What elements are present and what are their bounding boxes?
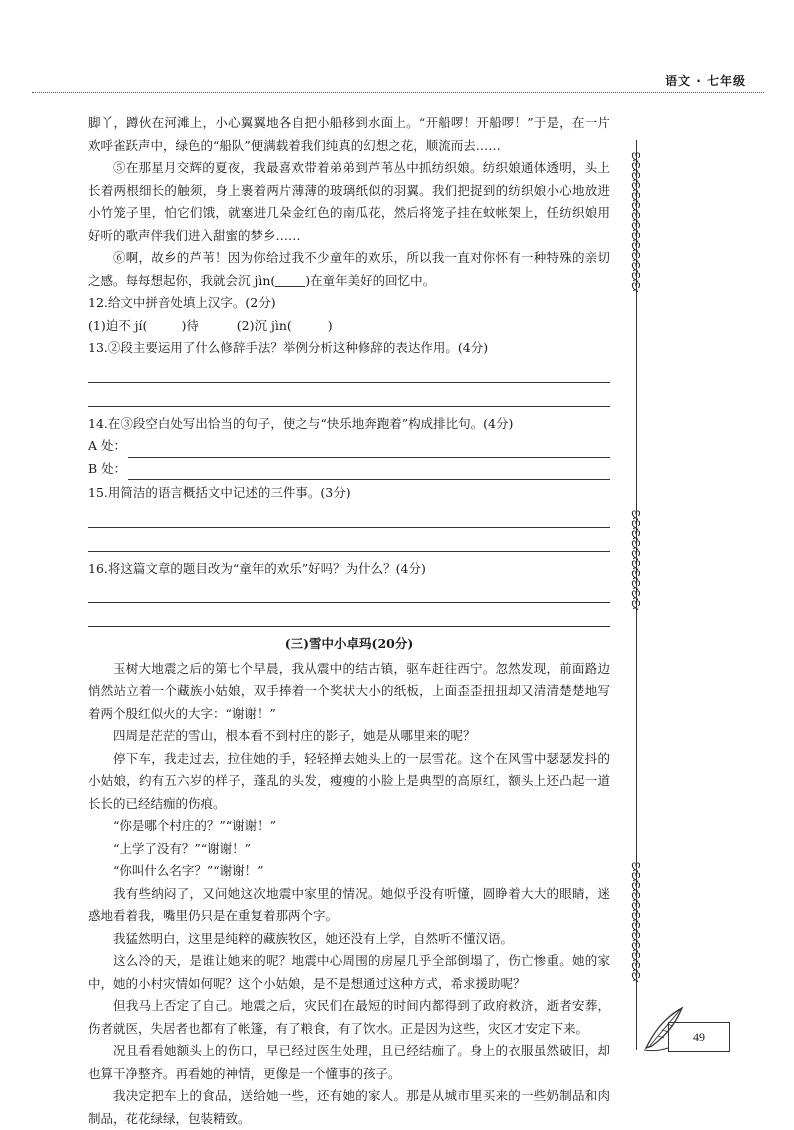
q14-answer-a	[88, 435, 610, 458]
passage-paragraph: “你叫什么名字？”“谢谢！”	[88, 860, 610, 883]
passage-paragraph: 玉树大地震之后的第七个早晨，我从震中的结古镇，驱车赶往西宁。忽然发现，前面路边悄然站立着一个藏族小姑娘，双手捧着一个奖状大小的纸板，上面歪歪扭扭却又清清楚楚地写着两个殷红似火的大字：“谢谢！”	[88, 658, 610, 726]
vine-ornament-icon: ღ ღ ღ ღ ღ ღ ღ ღ ღ ღ ღ ღ ღ ღ	[620, 150, 652, 290]
answer-line[interactable]	[128, 441, 610, 458]
q12-sub1-end: )待	[181, 318, 198, 333]
q14-answer-b	[88, 458, 610, 481]
passage-paragraph: 我决定把车上的食品，送给她一些，还有她的家人。那是从城市里买来的一些奶制品和肉制品，花花绿绿，包装精致。	[88, 1085, 610, 1130]
paragraph-6-part-a: ⑥啊，故乡的芦苇！因为你给过我不少童年的欢乐，所以我一直对你怀有一种特殊的亲切之感。每每想起你，我就会沉 jìn(	[88, 250, 610, 288]
passage-paragraph: 停下车，我走过去，拉住她的手，轻轻掸去她头上的一层雪花。这个在风雪中瑟瑟发抖的小姑娘，约有五六岁的样子，蓬乱的头发，瘦瘦的小脸上是典型的高原红，额头上还凸起一道长长的已经结痂的伤痕。	[88, 748, 610, 816]
page-content	[88, 112, 610, 1130]
header-divider	[32, 92, 764, 93]
answer-line[interactable]	[88, 384, 610, 407]
answer-line[interactable]	[88, 505, 610, 528]
q12-sub2-end: )	[328, 318, 333, 333]
answer-line[interactable]	[88, 604, 610, 627]
q14-label-a: A 处：	[88, 435, 126, 458]
passage-paragraph: “你是哪个村庄的？”“谢谢！”	[88, 815, 610, 838]
passage-paragraph: 这么冷的天，是谁让她来的呢？地震中心周围的房屋几乎全部倒塌了，伤亡惨重。她的家中，她的小村灾情如何呢？这个小姑娘，是不是想通过这种方式，希求援助呢？	[88, 950, 610, 995]
section-3-passage	[88, 658, 610, 1130]
vine-ornament-icon: ღ ღ ღ ღ ღ ღ ღ ღ ღ ღ	[620, 508, 652, 608]
passage-paragraph: 我有些纳闷了，又问她这次地震中家里的情况。她似乎没有听懂，圆睁着大大的眼睛，迷惑地看着我，嘴里仍只是在重复着那两个字。	[88, 883, 610, 928]
header-title: 语文 · 七年级	[665, 72, 746, 89]
vine-ornament-icon: ღ ღ ღ ღ ღ ღ ღ ღ ღ ღ ღ ღ	[620, 860, 652, 980]
passage-paragraph: 我猛然明白，这里是纯粹的藏族牧区，她还没有上学，自然听不懂汉语。	[88, 928, 610, 951]
answer-line[interactable]	[88, 360, 610, 383]
paragraph-6-part-b: )在童年美好的回忆中。	[305, 273, 435, 288]
passage-paragraph: 四周是茫茫的雪山，根本看不到村庄的影子，她是从哪里来的呢？	[88, 725, 610, 748]
question-12-subitems	[88, 315, 610, 338]
passage-paragraph: 但我马上否定了自己。地震之后，灾民们在最短的时间内都得到了政府救济，逝者安葬，伤者就医，失居者也都有了帐篷，有了粮食，有了饮水。正是因为这些，灾区才安定下来。	[88, 995, 610, 1040]
passage-paragraph: 况且看看她额头上的伤口，早已经过医生处理，且已经结痂了。身上的衣服虽然破旧，却也算干净整齐。再看她的神情，更像是一个懂事的孩子。	[88, 1040, 610, 1085]
answer-line[interactable]	[128, 463, 610, 480]
q14-label-b: B 处：	[88, 458, 126, 481]
question-12: 12.给文中拼音处填上汉字。(2分)	[88, 292, 610, 315]
passage-paragraph-5: ⑤在那星月交辉的夏夜，我最喜欢带着弟弟到芦苇丛中抓纺织娘。纺织娘通体透明，头上长着两根细长的触须，身上裹着两片薄薄的玻璃纸似的羽翼。我们把捉到的纺织娘小心地放进小竹笼子里，怕它们饿，就塞进几朵金红色的南瓜花，然后将笼子挂在蚊帐架上，任纺织娘用好听的歌声伴我们进入甜蜜的梦乡……	[88, 157, 610, 247]
question-16: 16.将这篇文章的题目改为“童年的欢乐”好吗？为什么？(4分)	[88, 558, 610, 581]
q12-sub2: (2)沉 jìn(	[237, 318, 292, 333]
passage-paragraph: “上学了没有？”“谢谢！”	[88, 838, 610, 861]
question-13: 13.②段主要运用了什么修辞手法？举例分析这种修辞的表达作用。(4分)	[88, 337, 610, 360]
question-15: 15.用简洁的语言概括文中记述的三件事。(3分)	[88, 482, 610, 505]
answer-line[interactable]	[88, 529, 610, 552]
answer-line[interactable]	[88, 580, 610, 603]
pinyin-blank[interactable]	[275, 272, 305, 287]
q12-sub1: (1)迫不 jí(	[88, 318, 147, 333]
page-number: 49	[668, 1022, 730, 1052]
passage-paragraph-6	[88, 247, 610, 292]
section-3-title: (三)雪中小卓玛(20分)	[88, 633, 610, 656]
passage-paragraph: 脚丫，蹲伙在河滩上，小心翼翼地各自把小船移到水面上。“开船啰！开船啰！”于是，在一片欢呼雀跃声中，绿色的“船队”便满载着我们纯真的幻想之花，顺流而去……	[88, 112, 610, 157]
question-14: 14.在③段空白处写出恰当的句子，使之与“快乐地奔跑着”构成排比句。(4分)	[88, 413, 610, 436]
